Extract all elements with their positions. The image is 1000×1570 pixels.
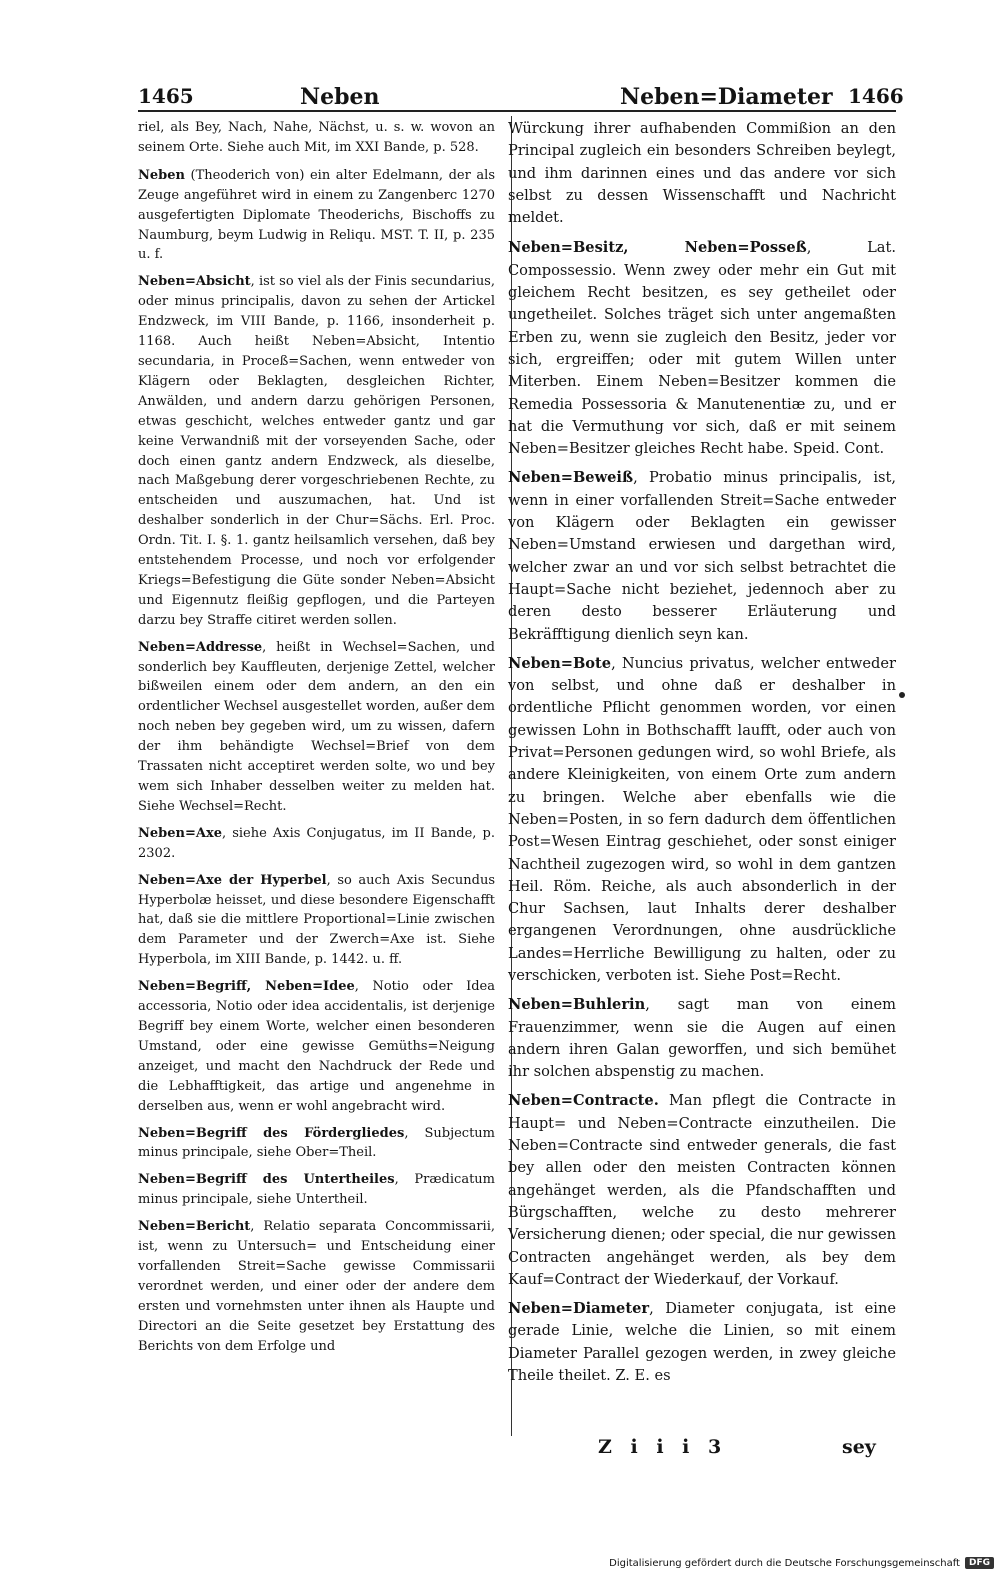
right-column — [508, 118, 896, 1394]
lemma: Neben=Addresse — [138, 639, 263, 655]
entry — [138, 1170, 495, 1210]
entry — [138, 638, 495, 817]
entry — [508, 994, 896, 1083]
lemma: Neben=Beweiß — [508, 469, 634, 487]
lemma: Neben=Begriff des Fördergliedes — [138, 1125, 405, 1141]
entry-text: , Lat. Compossessio. Wenn zwey oder mehr ein Gut mit gleichem Recht besitzen, es sey getheilet oder ungetheilet. Solches träget sich unter angemaßten Erben zu, wenn sie zugleich den Besitz, jeder vor sich, ergreiffen; oder mit gutem Willen unter Miterben. Einem Neben=Besitzer kommen die Remedia Possessoria & Manutenentiæ zu, und er hat die Vermuthung vor sich, daß er mit seinem Neben=Besitzer gleiches Recht habe. Speid. Cont. — [508, 239, 896, 458]
entry-text: , Prædicatum minus principale, siehe Untertheil. — [138, 1172, 495, 1208]
entry-text: , so auch Axis Secundus Hyperbolæ heisset, und diese besondere Eigenschafft hat, daß sie die mittlere Proportional=Linie zwischen dem Parameter und der Zwerch=Axe ist. Siehe Hyperbola, im XIII Bande, p. 1442. u. ff. — [138, 872, 495, 968]
lemma: Neben=Buhlerin — [508, 996, 646, 1014]
left-continuation: riel, als Bey, Nach, Nahe, Nächst, u. s. w. wovon an seinem Orte. Siehe auch Mit, im XXI Bande, p. 528. — [138, 120, 495, 155]
lemma: Neben=Contracte. — [508, 1092, 659, 1110]
dfg-logo: DFG — [965, 1557, 994, 1569]
entry-text: (Theoderich von) ein alter Edelmann, der als Zeuge angeführet wird in einem zu Zangenberc 1270 ausgefertigten Diplomate Theoderichs, Bischoffs zu Naumburg, beym Ludwig in Reliqu. MST. T. II, p. 235 u. f. — [138, 167, 495, 263]
entry-text: Man pflegt die Contracte in Haupt= und Neben=Contracte einzutheilen. Die Neben=Contracte sind entweder generals, die fast bey allen oder den meisten Contracten können angehänget werden, als die Pfandschafften und Bürgschafften, welche zu desto mehrerer Versicherung dienen; oder special, die nur gewissen Contracten angehänget werden, als bey dem Kauf=Contract der Wiederkauf, der Vorkauf. — [508, 1092, 896, 1288]
banner-text: Digitalisierung gefördert durch die Deutsche Forschungsgemeinschaft — [609, 1557, 960, 1569]
right-continuation: Würckung ihrer aufhabenden Commißion an den Principal zugleich ein besonders Schreiben beylegt, und ihm darinnen eines und das andere vor sich selbst zu dessen Wissenschafft und Nachricht meldet. — [508, 120, 896, 227]
entry-text: , ist so viel als der Finis secundarius, oder minus principalis, davon zu sehen der Artickel Endzweck, im VIII Bande, p. 1166, insonderheit p. 1168. Auch heißt Neben=Absicht, Intentio secundaria, in Proceß=Sachen, wenn entweder von Klägern oder Beklagten, desgleichen Richter, Anwälden, und andern darzu gehörigen Personen, etwas geschicht, welches entweder gantz und gar keine Verwandniß mit der vorseyenden Sache, oder doch einen gantz andern Endzweck, als dieselbe, nach Maßgebung derer vorgeschriebenen Rechte, zu entscheiden und auszumachen, hat. Und ist deshalber sonderlich in der Chur=Sächs. Erl. Proc. Ordn. Tit. I. §. 1. gantz heilsamlich versehen, daß bey entstehendem Processe, und noch vor erfolgender Kriegs=Befestigung die Güte sonder Neben=Absicht und Eigennutz fleißig gepflogen, und die Parteyen darzu bey Straffe citiret werden sollen. — [138, 274, 495, 628]
entry — [508, 237, 896, 460]
entry-text: , Diameter conjugata, ist eine gerade Linie, welche die Linien, so mit einem Diameter Parallel gezogen werden, in zwey gleiche Theile theilet. Z. E. es — [508, 1300, 896, 1385]
lemma: Neben=Axe — [138, 825, 222, 841]
entry — [508, 1298, 896, 1387]
entry-text: , Relatio separata Concommissarii, ist, wenn zu Untersuch= und Entscheidung einer vorfallenden Streit=Sache gewisse Commissarii verordnet werden, und einer oder der andere dem ersten und vornehmsten unter ihnen als Haupte und Directori an die Seite gesetzet bey Erstattung des Berichts von dem Erfolge und — [138, 1219, 495, 1354]
ink-speck — [899, 692, 905, 698]
entry-text: , Nuncius privatus, welcher entweder von selbst, und ohne daß er deshalber in ordentliche Pflicht genommen worden, vor einen gewissen Lohn in Bothschafft laufft, oder auch von Privat=Personen gedungen wird, so wohl Briefe, als andere Kleinigkeiten, von einem Orte zum andern zu bringen. Welche aber ebenfalls wie die Neben=Posten, in so fern dadurch dem öffentlichen Post=Wesen Eintrag geschiehet, oder sonst einiger Nachtheil zugezogen wird, so wohl in dem gantzen Heil. Röm. Reiche, als auch absonderlich in der Chur Sachsen, laut Inhalts derer deshalber ergangenen Verordnungen, ohne ausdrückliche Landes=Herrliche Bewilligung zu halten, oder zu verschicken, verboten ist. Siehe Post=Recht. — [508, 654, 896, 984]
entry — [138, 871, 495, 971]
entry — [138, 977, 495, 1116]
lemma: Neben=Begriff, Neben=Idee — [138, 979, 355, 995]
lemma: Neben=Diameter — [508, 1300, 650, 1318]
entry-text: , heißt in Wechsel=Sachen, und sonderlich bey Kauffleuten, derjenige Zettel, welcher bißweilen einem oder dem andern, an den ein ordentlicher Wechsel ausgestellet worden, außer dem noch neben bey gegeben wird, um zu wissen, dafern der ihm behändigte Wechsel=Brief von dem Trassaten nicht acceptiret werden solte, wo und bey wem sich Inhaber desselben weiter zu melden hat. Siehe Wechsel=Recht. — [138, 639, 495, 814]
entry — [138, 1217, 495, 1356]
entry-text: , Notio oder Idea accessoria, Notio oder idea accidentalis, ist derjenige Begriff bey einem Worte, welcher einen besonderen Umstand, oder eine gewisse Gemüths=Neigung anzeiget, und macht den Nachdruck der Rede und die Lebhafftigkeit, das artige und angenehme in derselben aus, wenn er wohl angebracht wird. — [138, 979, 495, 1114]
page-number-left: 1465 — [138, 84, 194, 108]
entry — [138, 1124, 495, 1164]
running-head-left: Neben — [300, 84, 380, 110]
signature-mark: Z i i i 3 — [598, 1436, 728, 1458]
entry — [508, 653, 896, 987]
lemma: Neben=Begriff des Untertheiles — [138, 1172, 395, 1188]
lemma: Neben=Absicht — [138, 274, 251, 290]
lemma: Neben=Besitz, Neben=Posseß — [508, 239, 807, 257]
entry-text: , Probatio minus principalis, ist, wenn in einer vorfallenden Streit=Sache entweder von Klägern oder Beklagten ein gewisser Neben=Umstand erwiesen und dargethan wird, welcher zwar an und vor sich selbst betrachtet die Haupt=Sache nicht beziehet, jedennoch aber zu deren desto besserer Erläuterung und Bekräfftigung dienlich seyn kan. — [508, 469, 896, 643]
digitization-banner — [609, 1556, 994, 1570]
entry — [138, 824, 495, 864]
lemma: Neben=Axe der Hyperbel — [138, 872, 327, 888]
entry — [138, 166, 495, 266]
lemma: Neben=Bericht — [138, 1219, 251, 1235]
entry — [508, 1090, 896, 1291]
entry — [138, 272, 495, 630]
entry-text: , sagt man von einem Frauenzimmer, wenn sie die Augen auf einen andern ihren Galan geworffen, und sich bemühet ihr solchen abspenstig zu machen. — [508, 996, 896, 1081]
entry-text: , Subjectum minus principale, siehe Ober=Theil. — [138, 1125, 495, 1161]
lemma: Neben=Bote — [508, 654, 612, 672]
running-head-right: Neben=Diameter — [620, 84, 833, 110]
left-column — [138, 118, 495, 1363]
lemma: Neben — [138, 167, 185, 183]
page-number-right: 1466 — [848, 84, 904, 108]
entry-text: , siehe Axis Conjugatus, im II Bande, p. 2302. — [138, 825, 495, 861]
catchword: sey — [842, 1436, 876, 1458]
header-rule — [138, 110, 896, 112]
entry — [508, 467, 896, 645]
